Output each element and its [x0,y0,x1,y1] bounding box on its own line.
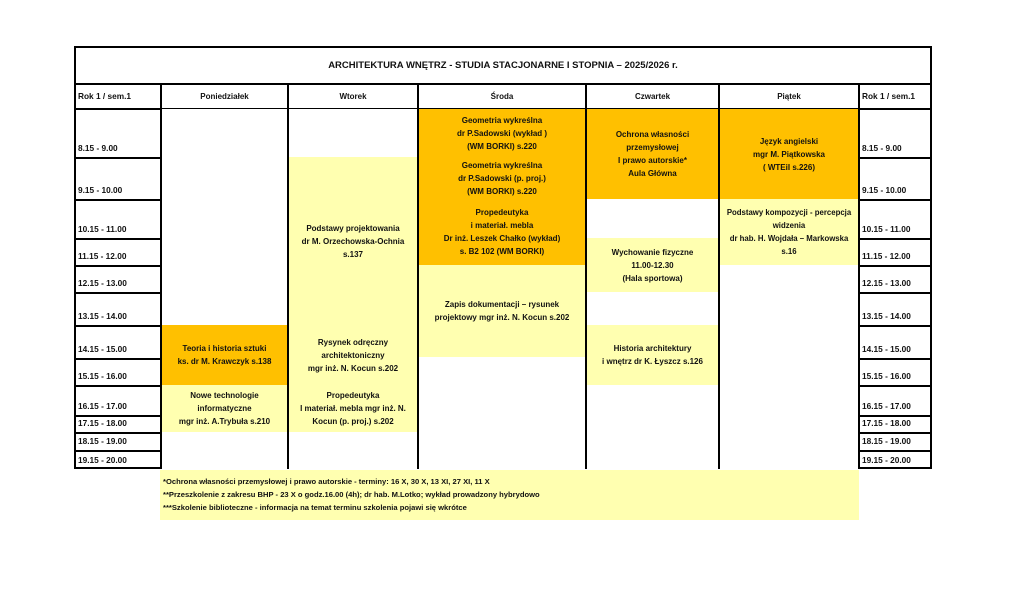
time-slot-right: 17.15 - 18.00 [860,415,932,434]
schedule-grid [74,83,932,469]
class-block-geometria-wyklad[interactable] [419,109,587,159]
time-slot-right: 13.15 - 14.00 [860,292,932,327]
class-title: Rysynek odręczny [317,337,389,347]
empty-slot[interactable] [720,450,860,469]
class-title: i materiał. mebla [470,221,534,230]
empty-slot[interactable] [289,109,419,159]
empty-slot[interactable] [720,265,860,294]
time-slot-left: 10.15 - 11.00 [76,199,162,240]
empty-slot[interactable] [162,199,289,240]
class-title: Wychowanie fizyczne [611,247,694,257]
empty-slot[interactable] [162,157,289,201]
header-day-wednesday: Środa [419,85,587,110]
class-title: przemysłowej [626,143,679,152]
class-block-nowe-technologie[interactable] [162,385,289,434]
empty-slot[interactable] [162,292,289,327]
time-slot-left: 9.15 - 10.00 [76,157,162,201]
class-time: 11.00-12.30 [631,260,674,270]
empty-slot[interactable] [587,432,720,452]
class-room: s.137 [342,249,363,259]
schedule-title: ARCHITEKTURA WNĘTRZ - STUDIA STACJONARNE I STOPNIA – 2025/2026 r. [74,46,932,85]
class-title: Nowe technologie [190,391,259,400]
class-teacher: dr hab. H. Wojdała – Markowska [729,234,849,243]
class-block-rysunek-odreczny[interactable] [289,325,419,387]
class-teacher: projektowy mgr inż. N. Kocun s.202 [434,313,570,322]
class-block-podstawy-projektowania[interactable] [289,157,419,327]
time-slot-left: 8.15 - 9.00 [76,109,162,159]
empty-slot[interactable] [720,292,860,327]
empty-slot[interactable] [419,357,587,387]
empty-slot[interactable] [289,432,419,452]
empty-slot[interactable] [419,450,587,469]
class-block-zapis-dokumentacji[interactable] [419,265,587,359]
class-teacher: dr M. Orzechowska-Ochnia [301,236,405,246]
empty-slot[interactable] [720,325,860,360]
header-day-monday: Poniedziałek [162,85,289,110]
class-title: Podstawy projektowania [306,223,400,233]
class-teacher: mgr inż. A.Trybuła s.210 [178,417,271,426]
time-slot-left: 11.15 - 12.00 [76,238,162,267]
class-title: Geometria wykreślna [461,160,543,170]
time-slot-right: 8.15 - 9.00 [860,109,932,159]
class-block-wychowanie-fizyczne[interactable] [587,238,720,294]
time-slot-left: 16.15 - 17.00 [76,385,162,417]
class-title: architektoniczny [321,350,385,360]
empty-slot[interactable] [162,265,289,294]
time-slot-right: 12.15 - 13.00 [860,265,932,294]
class-title: Geometria wykreślna [461,115,543,125]
class-title: Ochrona własności [615,130,690,139]
class-room: (WM BORKI) s.220 [467,186,537,196]
class-title: widzenia [772,221,806,230]
header-left-label: Rok 1 / sem.1 [76,85,162,110]
class-room: s. B2 102 (WM BORKI) [459,247,545,256]
class-room: Aula Główna [628,169,677,178]
footnotes [160,470,859,520]
time-slot-left: 15.15 - 16.00 [76,358,162,387]
class-block-propedeutyka-projekt[interactable] [289,385,419,434]
empty-slot[interactable] [419,385,587,417]
time-slot-right: 18.15 - 19.00 [860,432,932,452]
class-teacher: ks. dr M. Krawczyk s.138 [177,357,272,366]
class-room: s.16 [781,247,797,256]
time-slot-right: 19.15 - 20.00 [862,455,911,465]
empty-slot[interactable] [587,292,720,327]
empty-slot[interactable] [162,450,289,469]
empty-slot[interactable] [587,450,720,469]
class-block-geometria-projekt[interactable] [419,157,587,201]
time-slot-right: 11.15 - 12.00 [860,238,932,267]
class-title: Teoria i historia sztuki [182,344,267,353]
time-slot-left: 14.15 - 15.00 [76,325,162,360]
class-title: Zapis dokumentacji – rysunek [444,300,560,309]
time-slot-right: 16.15 - 17.00 [860,385,932,417]
time-slot-left: 19.15 - 20.00 [76,450,162,469]
class-teacher: I materiał. mebla mgr inż. N. [300,404,406,413]
time-slot-right: 15.15 - 16.00 [860,358,932,387]
time-slot-right: 14.15 - 15.00 [860,325,932,360]
class-teacher: i wnętrz dr K. Łyszcz s.126 [602,357,703,366]
class-teacher: Dr inż. Leszek Chałko (wykład) [443,234,561,243]
header-day-thursday: Czwartek [587,85,720,110]
time-slot-right: 10.15 - 11.00 [860,199,932,240]
empty-slot[interactable] [587,199,720,240]
empty-slot[interactable] [419,432,587,452]
header-day-tuesday: Wtorek [289,85,419,110]
header-day-friday: Piątek [720,85,860,110]
class-block-teoria-historia-sztuki[interactable] [162,325,289,387]
class-title: Język angielski [759,136,819,146]
class-block-podstawy-kompozycji[interactable] [720,199,860,267]
class-teacher: dr P.Sadowski (wykład ) [456,128,548,138]
class-title: informatyczne [197,404,252,413]
class-room: ( WTEiI s.226) [762,162,815,172]
empty-slot[interactable] [162,109,289,159]
class-title: Historia architektury [613,344,692,353]
empty-slot[interactable] [587,385,720,417]
empty-slot[interactable] [289,450,419,469]
empty-slot[interactable] [720,358,860,387]
class-room: (Hala sportowa) [622,273,683,283]
time-slot-left: 18.15 - 19.00 [76,432,162,452]
class-title: Propedeutyka [475,208,529,217]
time-slot-left: 13.15 - 14.00 [76,292,162,327]
class-room: (WM BORKI) s.220 [467,141,537,151]
class-title: Podstawy kompozycji - percepcja [726,208,852,217]
time-slot-left: 17.15 - 18.00 [76,415,162,434]
class-room: Kocun (p. proj.) s.202 [312,417,394,426]
empty-slot[interactable] [162,432,289,452]
empty-slot[interactable] [162,238,289,267]
empty-slot[interactable] [720,385,860,417]
header-right-label: Rok 1 / sem.1 [860,85,932,110]
empty-slot[interactable] [720,432,860,452]
class-title: Propedeutyka [326,391,380,400]
time-slot-left: 12.15 - 13.00 [76,265,162,294]
class-block-jezyk-angielski[interactable] [720,109,860,201]
time-slot-right: 9.15 - 10.00 [860,157,932,201]
class-block-ochrona-wlasnosci[interactable] [587,109,720,201]
class-teacher: mgr inż. N. Kocun s.202 [307,363,399,373]
class-teacher: mgr M. Piątkowska [752,149,826,159]
footnote-1: *Ochrona własności przemysłowej i prawo autorskie - terminy: 16 X, 30 X, 13 XI, 27 XI, 11 X [163,477,490,486]
footnote-3: ***Szkolenie biblioteczne - informacja na temat terminu szkolenia pojawi się wkrótce [163,503,467,512]
class-block-propedeutyka-wyklad[interactable] [419,199,587,267]
class-block-historia-architektury[interactable] [587,325,720,387]
footnote-2: **Przeszkolenie z zakresu BHP - 23 X o godz.16.00 (4h); dr hab. M.Lotko; wykład prowadzony hybrydowo [163,490,540,499]
class-title: I prawo autorskie* [618,156,687,165]
class-teacher: dr P.Sadowski (p. proj.) [458,173,546,183]
